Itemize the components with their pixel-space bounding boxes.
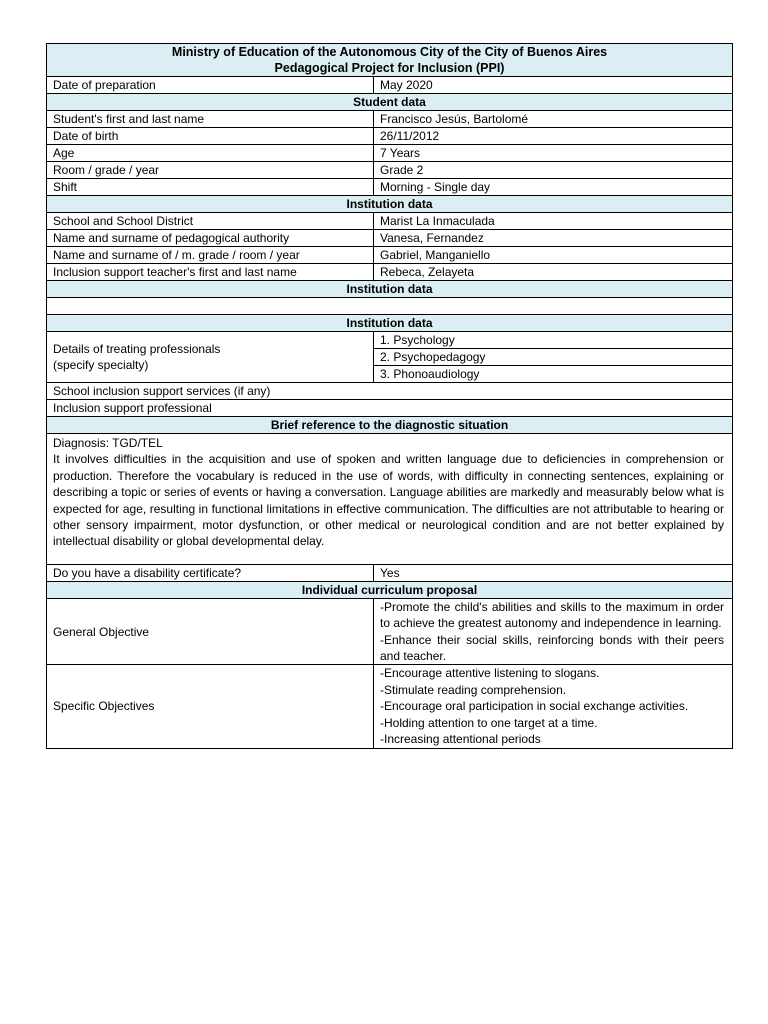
field-value: Gabriel, Manganiello (374, 247, 733, 264)
field-value: Marist La Inmaculada (374, 213, 733, 230)
blank-row (47, 298, 733, 315)
table-row (47, 400, 733, 417)
field-value: Yes (374, 564, 733, 581)
preparation-row (47, 77, 733, 94)
field-value: Rebeca, Zelayeta (374, 264, 733, 281)
general-objective-label: General Objective (47, 598, 374, 665)
field-label: School inclusion support services (if any) (47, 383, 733, 400)
field-label: Do you have a disability certificate? (47, 564, 374, 581)
field-value: May 2020 (374, 77, 733, 94)
table-row (47, 564, 733, 581)
field-label: Shift (47, 179, 374, 196)
document-title (47, 44, 733, 77)
diagnosis-line: Diagnosis: TGD/TEL (53, 436, 163, 450)
objective-item: -Encourage oral participation in social exchange activities. (380, 699, 689, 714)
objective-item: -Stimulate reading comprehension. (380, 682, 567, 697)
field-label: Details of treating professionals (53, 342, 221, 356)
general-objective-content (374, 598, 733, 665)
professional-item: 3. Phonoaudiology (374, 366, 733, 383)
table-row (47, 111, 733, 128)
document-title-row (47, 44, 733, 77)
diagnostic-cell (47, 434, 733, 565)
diagnostic-row (47, 434, 733, 565)
table-row (47, 213, 733, 230)
table-row (47, 179, 733, 196)
field-label: Name and surname of / m. grade / room / year (47, 247, 374, 264)
field-label: Inclusion support professional (47, 400, 733, 417)
professional-item: 1. Psychology (374, 332, 733, 349)
field-value: Grade 2 (374, 162, 733, 179)
table-row (47, 264, 733, 281)
field-label: Student's first and last name (47, 111, 374, 128)
table-row (47, 230, 733, 247)
diagnosis-text: It involves difficulties in the acquisition and use of spoken and written language due to deficiencies in comprehension or production. Therefore the vocabulary is reduced in the use of words, with difficulty in connecting sentences, explaining or describing a topic or series of events or having a conversation. Language abilities are markedly and measurably below what is expected for age, resulting in functional limitations in effective communication. The difficulties are not attributable to hearing or other sensory impairment, motor dysfunction, or other medical or neurological condition and are not better explained by intellectual disability or global developmental delay. (53, 452, 724, 549)
field-label: Date of birth (47, 128, 374, 145)
objective-item: -Encourage attentive listening to slogans. (380, 666, 600, 681)
field-value: Vanesa, Fernandez (374, 230, 733, 247)
section-header-student: Student data (47, 94, 733, 111)
table-row (47, 162, 733, 179)
table-row (47, 332, 733, 349)
section-header-curriculum: Individual curriculum proposal (47, 581, 733, 598)
field-label: Age (47, 145, 374, 162)
field-value: Francisco Jesús, Bartolomé (374, 111, 733, 128)
table-row (47, 145, 733, 162)
field-label: Name and surname of pedagogical authority (47, 230, 374, 247)
section-header-institution-3: Institution data (47, 315, 733, 332)
objective-item: -Enhance their social skills, reinforcing bonds with their peers and teacher. (380, 632, 724, 664)
table-row (47, 128, 733, 145)
general-objective-row (47, 598, 733, 665)
blank-cell (47, 298, 733, 315)
field-value: 26/11/2012 (374, 128, 733, 145)
field-label: Room / grade / year (47, 162, 374, 179)
field-label: Inclusion support teacher's first and last name (47, 264, 374, 281)
table-row (47, 383, 733, 400)
table-row (47, 247, 733, 264)
section-header-diagnostic: Brief reference to the diagnostic situation (47, 417, 733, 434)
objective-item: -Holding attention to one target at a time. (380, 715, 598, 730)
specific-objectives-label: Specific Objectives (47, 665, 374, 748)
field-label: School and School District (47, 213, 374, 230)
field-label: Date of preparation (47, 77, 374, 94)
field-label: (specify specialty) (53, 358, 149, 372)
section-header-institution: Institution data (47, 196, 733, 213)
field-value: Morning - Single day (374, 179, 733, 196)
ppi-form-table (46, 43, 733, 749)
title-line-2: Pedagogical Project for Inclusion (PPI) (274, 61, 505, 75)
objective-item: -Promote the child's abilities and skills to the maximum in order to achieve the greatest autonomy and independence in learning. (380, 599, 724, 631)
specific-objectives-content (374, 665, 733, 748)
professional-item: 2. Psychopedagogy (374, 349, 733, 366)
objective-item: -Increasing attentional periods (380, 732, 541, 747)
field-value: 7 Years (374, 145, 733, 162)
treating-professionals-label (47, 332, 374, 383)
title-line-1: Ministry of Education of the Autonomous City of the City of Buenos Aires (171, 45, 608, 59)
specific-objectives-row (47, 665, 733, 748)
section-header-institution-2: Institution data (47, 281, 733, 298)
